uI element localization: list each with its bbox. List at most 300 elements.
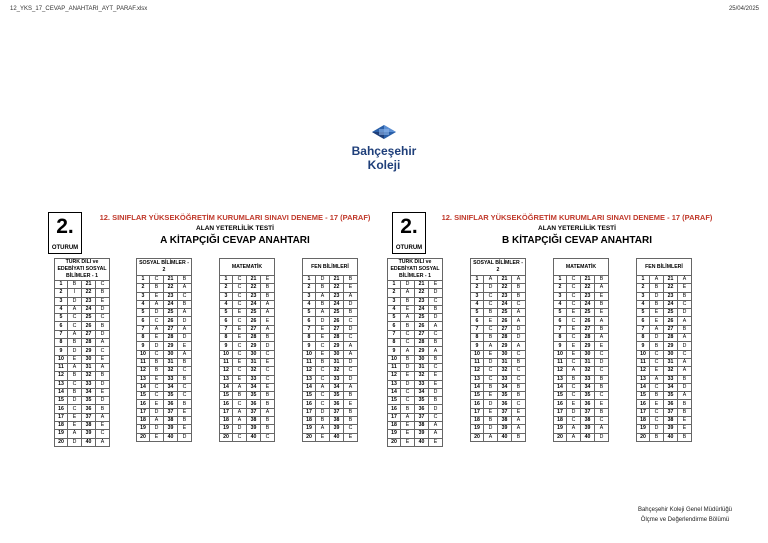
table-row (554, 350, 609, 358)
answer-cell: A (68, 330, 82, 338)
table-row (55, 405, 110, 413)
question-number: 3 (137, 292, 150, 300)
question-number: 24 (581, 300, 595, 308)
question-number: 35 (581, 392, 595, 400)
answer-cell: A (678, 334, 692, 342)
table-row (388, 438, 443, 446)
table-row (554, 433, 609, 441)
answer-cell: A (344, 383, 358, 391)
table-row (220, 317, 275, 325)
question-number: 14 (303, 383, 316, 391)
answer-cell: C (316, 375, 330, 383)
table-row (303, 309, 358, 317)
question-number: 27 (415, 330, 429, 338)
question-number: 34 (82, 388, 96, 396)
answer-cell: B (650, 342, 664, 350)
table-row (388, 289, 443, 297)
question-number: 23 (330, 292, 344, 300)
question-number: 17 (137, 408, 150, 416)
answer-cell: A (261, 309, 275, 317)
answer-cell: A (150, 325, 164, 333)
question-number: 39 (664, 425, 678, 433)
answer-cell: C (261, 375, 275, 383)
question-number: 10 (55, 355, 68, 363)
question-number: 5 (637, 309, 650, 317)
answer-cell: C (567, 292, 581, 300)
table-row (137, 325, 192, 333)
question-number: 17 (554, 408, 567, 416)
table-row (303, 383, 358, 391)
question-number: 27 (664, 325, 678, 333)
answer-cell: D (344, 300, 358, 308)
question-number: 40 (498, 433, 512, 441)
question-number: 2 (388, 289, 401, 297)
question-number: 39 (247, 425, 261, 433)
question-number: 39 (330, 425, 344, 433)
question-number: 9 (220, 342, 233, 350)
answer-cell: C (678, 350, 692, 358)
answer-cell: E (261, 358, 275, 366)
question-number: 10 (471, 350, 484, 358)
answer-cell: E (233, 309, 247, 317)
question-number: 36 (664, 400, 678, 408)
table-row (637, 300, 692, 308)
question-number: 39 (82, 430, 96, 438)
question-number: 14 (55, 388, 68, 396)
question-number: 6 (137, 317, 150, 325)
table-row (220, 309, 275, 317)
table-row (637, 400, 692, 408)
answer-cell: B (512, 433, 526, 441)
answer-cell: C (178, 392, 192, 400)
table-row (303, 408, 358, 416)
table-row (220, 325, 275, 333)
answer-cell: A (484, 276, 498, 284)
answer-cell: C (344, 317, 358, 325)
question-number: 30 (164, 350, 178, 358)
table-row (471, 350, 526, 358)
answer-cell: B (316, 300, 330, 308)
answer-cell: C (316, 367, 330, 375)
question-number: 3 (220, 292, 233, 300)
subject-header: SOSYAL BİLİMLER - 2 (137, 259, 192, 276)
answer-cell: A (401, 289, 415, 297)
logo-line-1: Bahçeşehir (351, 144, 417, 158)
answer-cell: A (678, 317, 692, 325)
question-number: 4 (471, 300, 484, 308)
table-row (220, 350, 275, 358)
table-row (388, 322, 443, 330)
table-row (303, 375, 358, 383)
answer-cell: A (178, 309, 192, 317)
table-row (220, 358, 275, 366)
answer-cell: D (96, 330, 110, 338)
table-row (554, 325, 609, 333)
question-number: 13 (637, 375, 650, 383)
answer-cell: D (401, 281, 415, 289)
question-number: 36 (82, 405, 96, 413)
question-number: 15 (220, 392, 233, 400)
answer-cell: B (484, 334, 498, 342)
table-row (471, 433, 526, 441)
table-row (303, 392, 358, 400)
question-number: 21 (415, 281, 429, 289)
answer-cell: A (261, 408, 275, 416)
question-number: 29 (82, 347, 96, 355)
answer-table (54, 258, 110, 447)
table-row (471, 417, 526, 425)
table-row (55, 305, 110, 313)
table-row (220, 292, 275, 300)
answer-cell: E (68, 355, 82, 363)
question-number: 22 (664, 284, 678, 292)
answer-cell: C (344, 425, 358, 433)
answer-cell: A (178, 284, 192, 292)
question-number: 9 (303, 342, 316, 350)
answer-cell: C (567, 358, 581, 366)
question-number: 6 (554, 317, 567, 325)
answer-cell: B (429, 397, 443, 405)
question-number: 4 (55, 305, 68, 313)
answer-cell: İ (68, 289, 82, 297)
question-number: 18 (388, 422, 401, 430)
answer-cell: C (233, 350, 247, 358)
test-name: ALAN YETERLİLİK TESTİ (196, 225, 274, 232)
table-row (220, 300, 275, 308)
question-number: 28 (415, 339, 429, 347)
question-number: 1 (554, 276, 567, 284)
answer-cell: E (233, 358, 247, 366)
table-row (303, 334, 358, 342)
question-number: 20 (137, 433, 150, 441)
answer-cell: D (150, 309, 164, 317)
question-number: 26 (247, 317, 261, 325)
question-number: 17 (303, 408, 316, 416)
question-number: 24 (664, 300, 678, 308)
question-number: 17 (55, 413, 68, 421)
question-number: 30 (664, 350, 678, 358)
answer-cell: C (429, 330, 443, 338)
subject-header: TÜRK DİLİ ve EDEBİYATI SOSYAL BİLİMLER - 1 (55, 259, 110, 281)
question-number: 28 (581, 334, 595, 342)
answer-cell: E (96, 297, 110, 305)
answer-cell: A (595, 425, 609, 433)
answer-cell: E (429, 281, 443, 289)
question-number: 16 (471, 400, 484, 408)
answer-cell: C (512, 375, 526, 383)
answer-cell: A (512, 309, 526, 317)
table-row (303, 417, 358, 425)
question-number: 26 (664, 317, 678, 325)
answer-cell: B (484, 309, 498, 317)
question-number: 11 (303, 358, 316, 366)
answer-cell: B (68, 372, 82, 380)
answer-cell: E (484, 317, 498, 325)
answer-cell: B (678, 408, 692, 416)
answer-cell: A (68, 305, 82, 313)
table-row (637, 433, 692, 441)
table-row (220, 400, 275, 408)
question-number: 9 (55, 347, 68, 355)
question-number: 20 (55, 438, 68, 446)
answer-cell: E (316, 433, 330, 441)
answer-cell: D (96, 305, 110, 313)
answer-cell: C (567, 284, 581, 292)
table-row (137, 334, 192, 342)
answer-cell: C (68, 314, 82, 322)
answer-cell: E (150, 433, 164, 441)
table-row (137, 350, 192, 358)
question-number: 27 (498, 325, 512, 333)
question-number: 34 (164, 383, 178, 391)
question-number: 12 (55, 372, 68, 380)
answer-cell: E (233, 375, 247, 383)
question-number: 37 (498, 408, 512, 416)
question-number: 23 (498, 292, 512, 300)
table-row (554, 334, 609, 342)
question-number: 33 (330, 375, 344, 383)
table-row (388, 314, 443, 322)
answer-cell: C (233, 292, 247, 300)
answer-cell: C (429, 413, 443, 421)
table-row (137, 342, 192, 350)
answer-cell: C (178, 292, 192, 300)
answer-cell: D (650, 292, 664, 300)
table-row (637, 350, 692, 358)
question-number: 39 (164, 425, 178, 433)
answer-cell: A (512, 425, 526, 433)
question-number: 31 (164, 358, 178, 366)
question-number: 4 (137, 300, 150, 308)
answer-cell: E (401, 305, 415, 313)
table-row (303, 425, 358, 433)
answer-cell: C (233, 433, 247, 441)
answer-cell: D (96, 380, 110, 388)
print-date: 25/04/2025 (728, 6, 759, 12)
table-row (55, 330, 110, 338)
question-number: 15 (303, 392, 316, 400)
question-number: 14 (637, 383, 650, 391)
question-number: 27 (330, 325, 344, 333)
table-row (471, 367, 526, 375)
question-number: 8 (137, 334, 150, 342)
question-number: 18 (220, 417, 233, 425)
question-number: 1 (388, 281, 401, 289)
question-number: 40 (330, 433, 344, 441)
answer-cell: A (178, 350, 192, 358)
answer-cell: D (484, 284, 498, 292)
answer-cell: C (178, 383, 192, 391)
answer-cell: B (178, 400, 192, 408)
answer-cell: D (484, 358, 498, 366)
question-number: 3 (554, 292, 567, 300)
question-number: 8 (637, 334, 650, 342)
table-row (220, 334, 275, 342)
question-number: 24 (82, 305, 96, 313)
table-row (554, 358, 609, 366)
question-number: 1 (637, 276, 650, 284)
answer-cell: C (567, 317, 581, 325)
table-row (388, 355, 443, 363)
booklet-title: B KİTAPÇIĞI CEVAP ANAHTARI (501, 235, 652, 246)
answer-cell: A (512, 276, 526, 284)
answer-cell: A (68, 363, 82, 371)
answer-cell: E (567, 309, 581, 317)
table-row (637, 317, 692, 325)
question-number: 4 (554, 300, 567, 308)
answer-cell: C (650, 383, 664, 391)
answer-cell: B (512, 392, 526, 400)
question-number: 21 (664, 276, 678, 284)
answer-cell: A (484, 342, 498, 350)
answer-cell: E (401, 430, 415, 438)
table-row (554, 317, 609, 325)
answer-cell: E (567, 325, 581, 333)
table-row (55, 380, 110, 388)
question-number: 22 (247, 284, 261, 292)
answer-cell: D (316, 276, 330, 284)
question-number: 11 (55, 363, 68, 371)
answer-cell: B (261, 284, 275, 292)
answer-cell: A (344, 350, 358, 358)
question-number: 34 (581, 383, 595, 391)
answer-cell: E (401, 422, 415, 430)
table-row (554, 417, 609, 425)
answer-cell: B (178, 276, 192, 284)
question-number: 36 (330, 400, 344, 408)
question-number: 38 (664, 417, 678, 425)
question-number: 8 (303, 334, 316, 342)
answer-cell: D (316, 317, 330, 325)
question-number: 36 (581, 400, 595, 408)
question-number: 16 (303, 400, 316, 408)
answer-cell: D (595, 358, 609, 366)
answer-cell: E (316, 325, 330, 333)
question-number: 32 (164, 367, 178, 375)
table-row (471, 325, 526, 333)
question-number: 31 (415, 363, 429, 371)
answer-cell: C (233, 276, 247, 284)
question-number: 31 (330, 358, 344, 366)
answer-cell: A (261, 325, 275, 333)
answer-cell: E (650, 400, 664, 408)
question-number: 4 (303, 300, 316, 308)
answer-cell: C (567, 334, 581, 342)
table-row (137, 276, 192, 284)
question-number: 10 (637, 350, 650, 358)
question-number: 26 (164, 317, 178, 325)
answer-cell: B (96, 372, 110, 380)
answer-cell: D (595, 433, 609, 441)
table-row (137, 292, 192, 300)
question-number: 6 (55, 322, 68, 330)
table-row (388, 339, 443, 347)
answer-cell: A (316, 309, 330, 317)
table-row (554, 284, 609, 292)
table-row (388, 397, 443, 405)
answer-cell: D (344, 358, 358, 366)
question-number: 14 (137, 383, 150, 391)
question-number: 33 (415, 380, 429, 388)
question-number: 20 (303, 433, 316, 441)
answer-cell: A (261, 300, 275, 308)
answer-cell: B (261, 417, 275, 425)
question-number: 16 (137, 400, 150, 408)
answer-cell: A (650, 375, 664, 383)
answer-cell: E (150, 334, 164, 342)
answer-cell: C (233, 284, 247, 292)
answer-cell: B (512, 383, 526, 391)
question-number: 22 (581, 284, 595, 292)
question-number: 29 (330, 342, 344, 350)
answer-cell: C (484, 300, 498, 308)
answer-cell: C (150, 350, 164, 358)
subject-header: FEN BİLİMLERİ (303, 259, 358, 276)
table-row (55, 438, 110, 446)
table-row (137, 433, 192, 441)
answer-cell: C (650, 358, 664, 366)
question-number: 11 (554, 358, 567, 366)
answer-cell: D (650, 334, 664, 342)
answer-cell: B (401, 297, 415, 305)
question-number: 24 (415, 305, 429, 313)
table-row (303, 358, 358, 366)
question-number: 12 (471, 367, 484, 375)
answer-cell: C (96, 347, 110, 355)
table-row (554, 375, 609, 383)
table-row (388, 388, 443, 396)
question-number: 29 (164, 342, 178, 350)
answer-cell: A (595, 334, 609, 342)
question-number: 29 (415, 347, 429, 355)
answer-cell: B (650, 392, 664, 400)
answer-cell: D (178, 317, 192, 325)
answer-cell: B (344, 276, 358, 284)
answer-cell: E (261, 383, 275, 391)
answer-cell: C (316, 342, 330, 350)
question-number: 20 (554, 433, 567, 441)
question-number: 11 (137, 358, 150, 366)
answer-cell: E (429, 438, 443, 446)
table-row (637, 309, 692, 317)
answer-cell: A (401, 413, 415, 421)
answer-cell: E (150, 375, 164, 383)
question-number: 16 (554, 400, 567, 408)
answer-cell: B (68, 339, 82, 347)
table-row (637, 342, 692, 350)
answer-cell: E (429, 380, 443, 388)
question-number: 23 (247, 292, 261, 300)
question-number: 23 (82, 297, 96, 305)
answer-cell: C (344, 334, 358, 342)
question-number: 18 (637, 417, 650, 425)
answer-cell: D (261, 342, 275, 350)
question-number: 33 (664, 375, 678, 383)
answer-cell: B (68, 281, 82, 289)
question-number: 23 (164, 292, 178, 300)
answer-cell: A (344, 342, 358, 350)
answer-cell: E (401, 438, 415, 446)
table-row (303, 400, 358, 408)
answer-cell: E (650, 317, 664, 325)
answer-cell: E (261, 276, 275, 284)
table-row (637, 375, 692, 383)
answer-cell: C (401, 339, 415, 347)
answer-cell: D (68, 438, 82, 446)
answer-cell: E (344, 433, 358, 441)
question-number: 26 (330, 317, 344, 325)
question-number: 7 (55, 330, 68, 338)
